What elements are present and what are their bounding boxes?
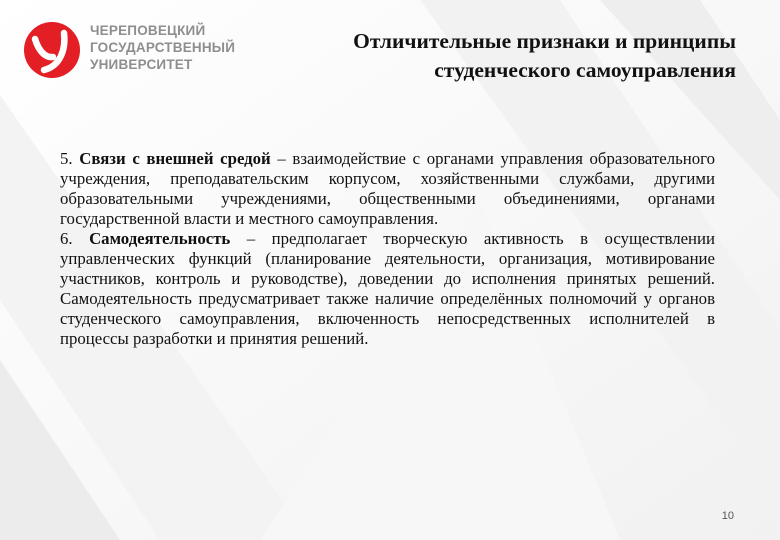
item-text: – предполагает творческую активность в осуществлении управленческих функций (планирование деятельности, организация, мотивирование участников, контроль и руководстве), доведении до исполнения принятых решений. Самодеятельность предусматривает также наличие определённых полномочий у органов студенческого самоуправления, включенность непосредственных исполнителей в процессы разработки и принятия решений. (60, 229, 715, 348)
slide-body (60, 149, 715, 349)
university-name-line-2: ГОСУДАРСТВЕННЫЙ (90, 40, 236, 55)
item-term: Связи с внешней средой (79, 149, 271, 168)
slide-title (296, 27, 736, 85)
university-logo (22, 18, 242, 84)
list-item (60, 229, 715, 349)
university-emblem-icon (22, 20, 82, 80)
item-number: 6. (60, 229, 73, 248)
list-item (60, 149, 715, 229)
item-number: 5. (60, 149, 73, 168)
university-name (90, 22, 235, 73)
item-text: – взаимодействие с органами управления образовательного учреждения, преподавательским корпусом, хозяйственными службами, другими образовательными учреждениями, общественными объединениями, органами государственной власти и местного самоуправления. (60, 149, 715, 228)
slide-title-line-2: студенческого самоуправления (434, 58, 736, 82)
slide-title-line-1: Отличительные признаки и принципы (353, 29, 736, 53)
university-name-line-1: ЧЕРЕПОВЕЦКИЙ (90, 23, 206, 38)
page-number: 10 (721, 510, 734, 522)
item-term: Самодеятельность (89, 229, 231, 248)
university-name-line-3: УНИВЕРСИТЕТ (90, 57, 193, 72)
